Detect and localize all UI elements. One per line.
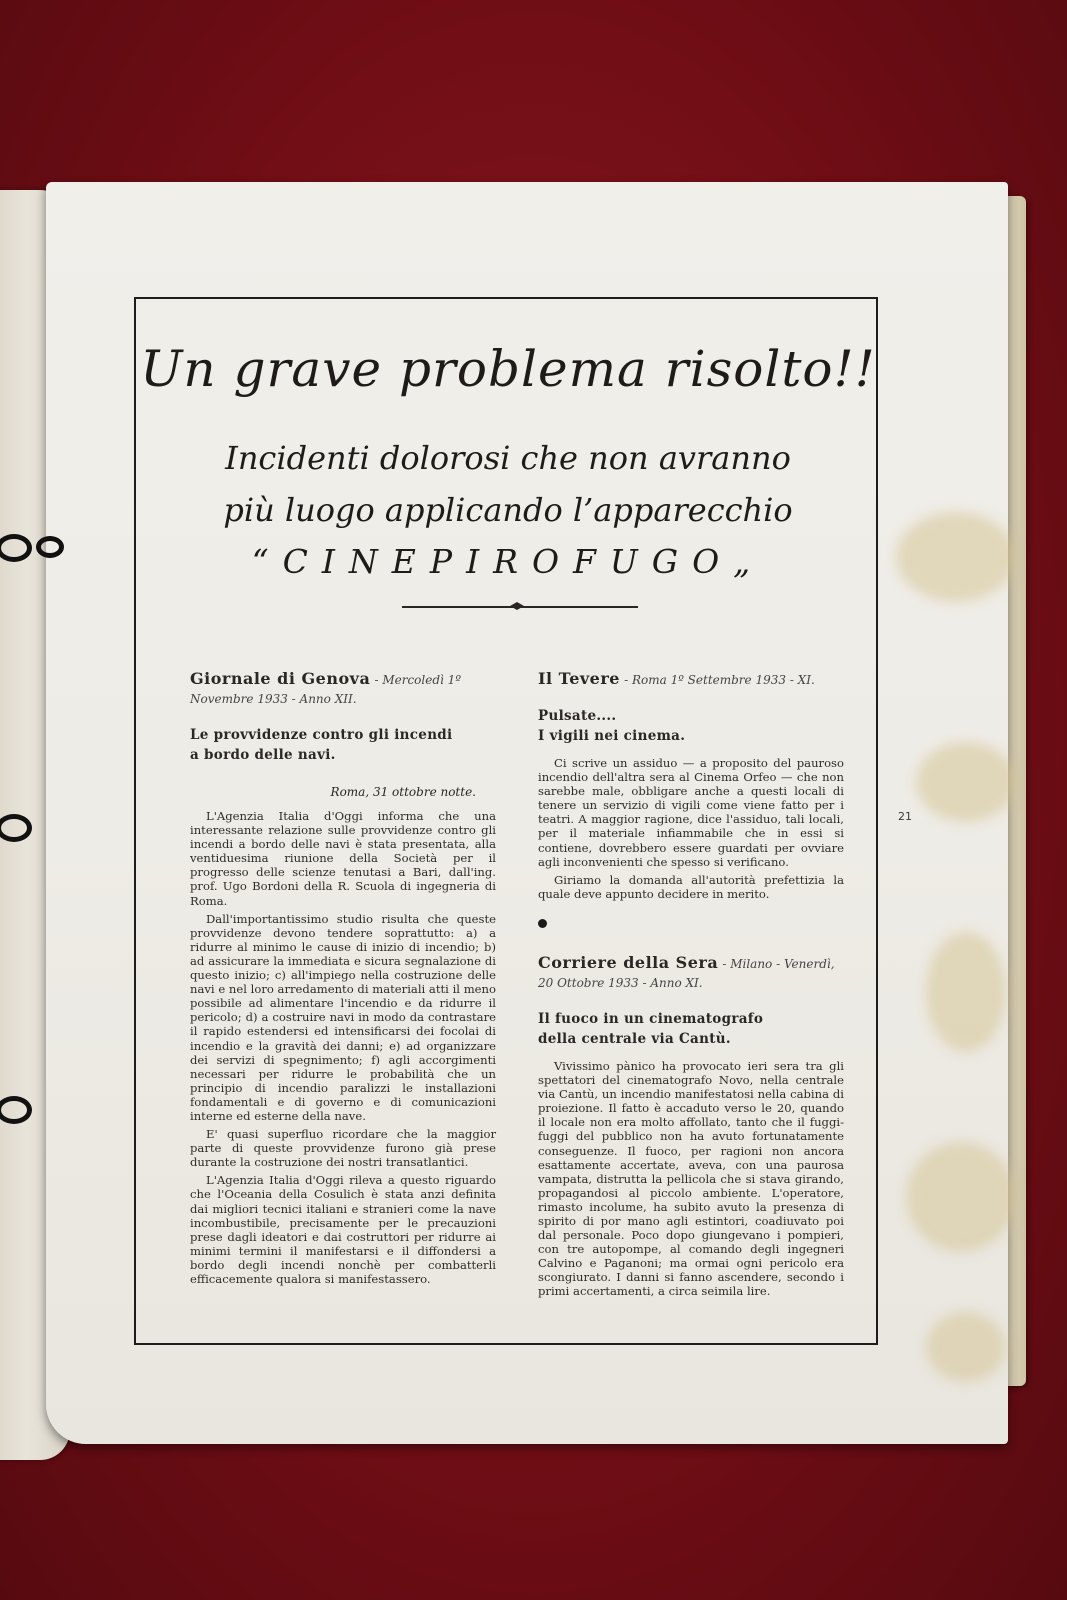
article-body [538,1059,844,1299]
right-column [538,670,844,1303]
article-title-line: Il fuoco in un cinematografo [538,1010,764,1027]
paper-stain [896,512,1016,602]
article-corriere-della-sera [538,954,844,1299]
article-il-tevere [538,670,844,901]
paragraph: Giriamo la domanda all'autorità prefettizia la quale deve appunto decidere in merito. [538,872,844,901]
article-title-line: a bordo delle navi. [190,747,336,763]
paragraph: Vivissimo pànico ha provocato ieri sera tra gli spettatori del cinematografo Novo, nella centrale via Cantù, un incendio manifestatosi nella cabina di proiezione. Il fatto è accaduto verso le 20, quando il locale non era molto affollato, tanto che il fuggi-fuggi del pubblico non ha avuto fortunatamente conseguenze. Il fuoco, per ragioni non ancora esattamente accertate, aveva, con una paurosa vampata, distrutta la pellicola che si stava girando, propagandosi al piccolo ambiente. L'operatore, rimasto incolume, ha subito avuto la presenza di spirito di por mano agli estintori, coadiuvato poi dal personale. Poco dopo giungevano i pompieri, con tre autopompe, al comando degli ingegneri Calvino e Paganoni; ma ormai ogni pericolo era scongiurato. I danni si fanno ascendere, secondo i primi accertamenti, a circa seimila lire. [538,1058,844,1299]
paragraph: E' quasi superfluo ricordare che la maggior parte di queste provvidenze furono già prese durante la costruzione dei nostri transatlantici. [190,1127,496,1170]
paper-stain [916,742,1016,822]
article-title [538,1009,844,1049]
dateline-text: Roma, 31 ottobre notte. [330,785,476,799]
article-date: - Roma 1º Settembre 1933 - XI. [624,673,815,687]
paragraph: L'Agenzia Italia d'Oggi rileva a questo riguardo che l'Oceania della Cosulich è stata anzi definita dai migliori tecnici italiani e stranieri come la nave incombustibile, precisamente per le precauzioni prese dagli ideatori e dai costruttori per ridurre ai minimi termini il manifestarsi e il diffondersi a bordo degli incendi nonchè per combatterli efficacemente qualora si manifestassero. [190,1173,496,1286]
paper-stain [926,1312,1006,1382]
article-title-line: I vigili nei cinema. [538,728,686,744]
section-bullet [538,919,547,928]
article-body [538,756,844,901]
article-source [190,670,496,709]
article-date: - Milano - Venerdì, 20 Ottobre 1933 - Anno XI. [538,956,835,990]
binder-ring [36,536,64,558]
article-body [190,809,496,1286]
article-dateline [190,785,476,799]
paper-stain [906,1142,1016,1252]
article-source [538,954,844,993]
article-title-line: Le provvidenze contro gli incendi [190,727,453,743]
article-title [538,706,844,746]
paper-stain [926,932,1006,1052]
paragraph: Ci scrive un assiduo — a proposito del pauroso incendio dell'altra sera al Cinema Orfeo — che non sarebbe male, obbligare anche a questi locali di tenere un servizio di vigili come viene fatto per i teatri. A maggior ragione, dice l'assiduo, tali locali, per il materiale infiammabile che in essi si contiene, dovrebbero essere guardati per ovviare agli inconvenienti che spesso si verificano. [538,756,844,869]
newspaper-name: Giornale di Genova [190,669,371,688]
newspaper-name: Corriere della Sera [538,952,719,972]
article-title-line: Pulsate.... [538,708,617,724]
subhead [136,432,880,588]
newspaper-name: Il Tevere [538,669,620,688]
paragraph: Dall'importantissimo studio risulta che queste provvidenze devono tendere soprattutto: a) a ridurre al minimo le cause di inizio di incendio; b) ad assicurare la immediata e sicura segnalazione di questo inizio; c) all'impiego nella costruzione delle navi e nel loro arredamento di materiali atti il meno possibile ad alimentare l'incendio e da ridurre il pericolo; d) a costruire navi in modo da contrastare il rapido estendersi ed intensificarsi dei focolai di incendio e la gravità dei danni; e) ad organizzare dei servizi di spegnimento; f) agli accorgimenti necessari per ridurre le probabilità che un principio di incendio paralizzi le installazioni fondamentali e di governo e di comunicazioni interne ed esterne della nave. [190,911,496,1123]
page-number: 21 [898,810,912,823]
binder-ring [0,814,32,842]
article-title-line: della centrale via Cantù. [538,1030,731,1047]
article-source [538,670,844,690]
subhead-line: Incidenti dolorosi che non avranno [225,439,791,477]
product-name: “CINEPIROFUGO„ [251,542,765,581]
article-title [190,725,496,765]
article-date: - Mercoledì 1º Novembre 1933 - Anno XII. [190,673,461,706]
subhead-line: più luogo applicando l’apparecchio [223,491,793,529]
paragraph: L'Agenzia Italia d'Oggi informa che una interessante relazione sulle provvidenze contro gli incendi a bordo delle navi è stata presentata, alla ventiduesima riunione della Società per il progresso delle scienze tenutasi a Bari, dall'ing. prof. Ugo Bordoni della R. Scuola di ingegneria di Roma. [190,809,496,908]
headline: Un grave problema risolto!! [140,340,876,398]
binder-ring [0,534,32,562]
article-giornale-di-genova [190,670,496,1290]
binder-ring [0,1096,32,1124]
